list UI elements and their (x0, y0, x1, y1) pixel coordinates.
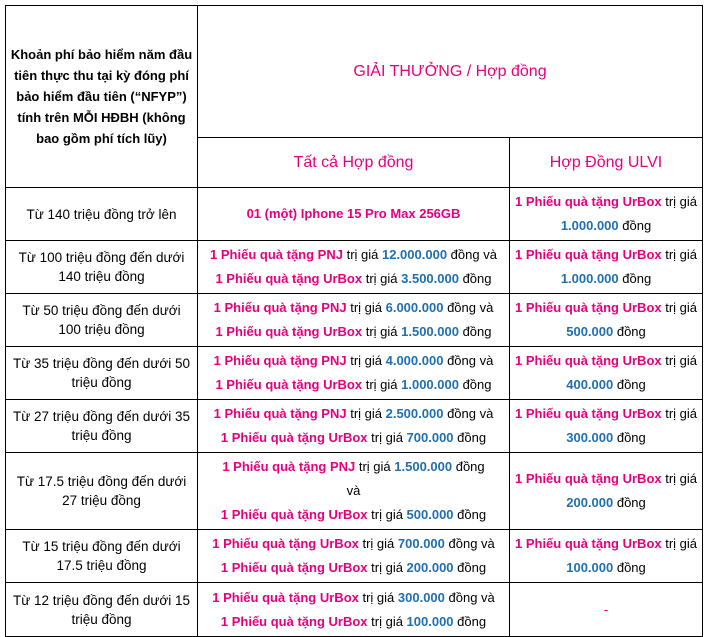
award-line: 1 Phiếu quà tặng UrBox trị giá 300.000 đồng và (212, 589, 495, 605)
premium-range: Từ 100 triệu đồng đến dưới 140 triệu đồng (6, 241, 198, 294)
award-line: 1 Phiếu quà tặng PNJ trị giá 1.500.000 đồng (222, 459, 485, 474)
table-row (6, 453, 703, 530)
award-line: 1 Phiếu quà tặng UrBox trị giá 1.500.000 đồng (215, 324, 492, 339)
table-row (6, 400, 703, 453)
header-nfyp-text: Khoản phí bảo hiểm năm đầu tiên thực thu tại kỳ đóng phí bảo hiểm đầu tiên (“NFYP”) tính trên MỖI HĐBH (không bao gồm phí tích lũy) (10, 47, 193, 146)
header-ulvi-text: Hợp Đồng ULVI (549, 153, 663, 171)
premium-range: Từ 17.5 triệu đồng đến dưới 27 triệu đồng (6, 453, 198, 530)
award-ulvi: 1 Phiếu quà tặng UrBox trị giá 100.000 đồng (510, 530, 703, 583)
award-line: 1 Phiếu quà tặng UrBox trị giá 1.000.000 đồng (215, 377, 492, 392)
award-all (198, 453, 510, 530)
award-line: 1 Phiếu quà tặng UrBox trị giá 700.000 đồng và (212, 536, 495, 551)
header-ulvi (510, 138, 703, 188)
award-line: 1 Phiếu quà tặng PNJ trị giá 12.000.000 đồng và (210, 247, 497, 262)
premium-range: Từ 15 triệu đồng đến dưới 17.5 triệu đồng (6, 530, 198, 583)
award-all (198, 241, 510, 294)
header-prize-text: GIẢI THƯỞNG / Hợp đồng (353, 62, 547, 80)
table-row (6, 583, 703, 637)
award-line: 1 Phiếu quà tặng PNJ trị giá 6.000.000 đồng và (213, 300, 494, 315)
header-all-contracts-text: Tất cả Hợp đồng (293, 153, 414, 171)
award-ulvi (510, 583, 703, 637)
premium-range: Từ 50 triệu đồng đến dưới 100 triệu đồng (6, 294, 198, 347)
table-row (6, 347, 703, 400)
table-row (6, 241, 703, 294)
table-row (6, 530, 703, 583)
award-ulvi: 1 Phiếu quà tặng UrBox trị giá 1.000.000 đồng (510, 241, 703, 294)
award-all (198, 583, 510, 637)
award-all (198, 188, 510, 241)
award-line: 1 Phiếu quà tặng UrBox trị giá 3.500.000 đồng (215, 271, 492, 286)
award-line: 1 Phiếu quà tặng UrBox trị giá 100.000 đồng (220, 613, 487, 629)
table-row (6, 294, 703, 347)
header-nfyp-cell (6, 6, 198, 188)
header-prize-cell (198, 6, 703, 138)
iphone-award: 01 (một) Iphone 15 Pro Max 256GB (246, 206, 461, 221)
award-line: 1 Phiếu quà tặng UrBox trị giá 500.000 đồng (220, 507, 487, 522)
prize-table (5, 5, 703, 637)
award-all (198, 294, 510, 347)
premium-range: Từ 140 triệu đồng trở lên (6, 188, 198, 241)
no-award-dash: - (603, 601, 609, 617)
award-line: 1 Phiếu quà tặng UrBox trị giá 200.000 đồng (220, 560, 487, 575)
award-line: 1 Phiếu quà tặng UrBox trị giá 700.000 đồng (220, 430, 487, 445)
award-line: 1 Phiếu quà tặng PNJ trị giá 2.500.000 đồng và (213, 406, 494, 421)
award-ulvi: 1 Phiếu quà tặng UrBox trị giá 300.000 đồng (510, 400, 703, 453)
award-all (198, 347, 510, 400)
premium-range: Từ 12 triệu đồng đến dưới 15 triệu đồng (6, 583, 198, 637)
header-all-contracts (198, 138, 510, 188)
award-ulvi: 1 Phiếu quà tặng UrBox trị giá 500.000 đồng (510, 294, 703, 347)
premium-range: Từ 27 triệu đồng đến dưới 35 triệu đồng (6, 400, 198, 453)
award-line: và (346, 483, 361, 498)
award-all (198, 530, 510, 583)
award-ulvi: 1 Phiếu quà tặng UrBox trị giá 200.000 đồng (510, 453, 703, 530)
award-all (198, 400, 510, 453)
award-ulvi: 1 Phiếu quà tặng UrBox trị giá 1.000.000 đồng (510, 188, 703, 241)
award-ulvi: 1 Phiếu quà tặng UrBox trị giá 400.000 đồng (510, 347, 703, 400)
premium-range: Từ 35 triệu đồng đến dưới 50 triệu đồng (6, 347, 198, 400)
award-line: 1 Phiếu quà tặng PNJ trị giá 4.000.000 đồng và (213, 353, 494, 368)
table-row (6, 188, 703, 241)
